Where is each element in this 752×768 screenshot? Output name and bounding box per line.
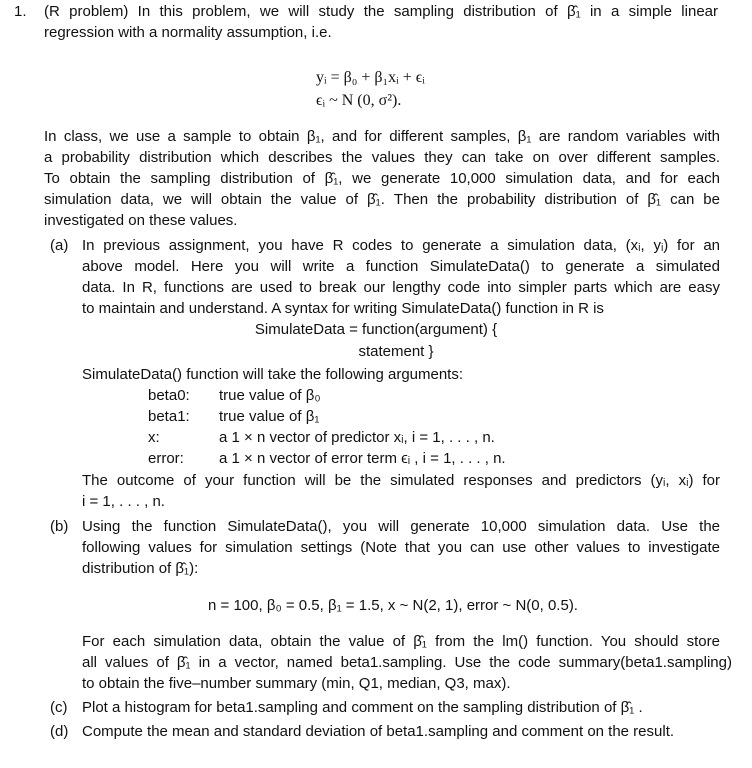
intro-line-4: simulation data, we will obtain the value of β̂₁. Then the probability distribution of β̂₁ can be: [44, 191, 720, 208]
problem-statement-line-1: (R problem) In this problem, we will study the sampling distribution of β̂₁ in a simple linear: [44, 3, 718, 20]
store-line-2: all values of β̂₁ in a vector, named beta1.sampling. Use the code summary(beta1.sampling): [82, 654, 732, 671]
store-line-3: to obtain the five–number summary (min, Q1, median, Q3, max).: [82, 675, 511, 692]
argument-description: true value of β₁: [219, 408, 320, 425]
part-c-label: (c): [50, 699, 68, 716]
part-a-line-2: above model. Here you will write a function SimulateData() to generate a simulated: [82, 258, 720, 275]
model-equation: yᵢ = β₀ + β₁xᵢ + ϵᵢ: [316, 69, 425, 86]
problem-number: 1.: [14, 3, 27, 20]
part-a-label: (a): [50, 237, 69, 254]
part-c-text: Plot a histogram for beta1.sampling and comment on the sampling distribution of β̂₁ .: [82, 699, 643, 716]
part-b-line-2: following values for simulation settings (Note that you can use other values to investigate: [82, 539, 720, 556]
function-syntax-line-2: statement }: [358, 343, 434, 360]
store-line-1: For each simulation data, obtain the value of β̂₁ from the lm() function. You should store: [82, 633, 720, 650]
error-distribution-equation: ϵᵢ ~ N (0, σ²).: [316, 92, 402, 109]
part-b-line-1: Using the function SimulateData(), you will generate 10,000 simulation data. Use the: [82, 518, 720, 535]
argument-name: x:: [148, 429, 160, 446]
intro-line-1: In class, we use a sample to obtain β₁, and for different samples, β₁ are random variables with: [44, 128, 720, 145]
part-a-line-3: data. In R, functions are used to break our lengthy code into simpler parts which are easy: [82, 279, 720, 296]
outcome-line-1: The outcome of your function will be the simulated responses and predictors (yᵢ, xᵢ) for: [82, 472, 720, 489]
argument-name: beta1:: [148, 408, 190, 425]
simulation-settings: n = 100, β₀ = 0.5, β₁ = 1.5, x ~ N(2, 1), error ~ N(0, 0.5).: [208, 597, 578, 614]
argument-description: a 1 × n vector of predictor xᵢ, i = 1, . . . , n.: [219, 429, 495, 446]
problem-statement-line-2: regression with a normality assumption, i.e.: [44, 24, 332, 41]
arguments-intro: SimulateData() function will take the following arguments:: [82, 366, 464, 383]
argument-description: true value of β₀: [219, 387, 321, 404]
part-a-line-4: to maintain and understand. A syntax for writing SimulateData() function in R is: [82, 300, 604, 317]
intro-line-3: To obtain the sampling distribution of β̂₁, we generate 10,000 simulation data, and for each: [44, 170, 720, 187]
argument-name: beta0:: [148, 387, 190, 404]
intro-line-5: investigated on these values.: [44, 212, 238, 229]
function-syntax-line-1: SimulateData = function(argument) {: [254, 321, 498, 338]
argument-name: error:: [148, 450, 184, 467]
part-b-line-3: distribution of β̂₁):: [82, 560, 199, 577]
part-d-label: (d): [50, 723, 69, 740]
outcome-line-2: i = 1, . . . , n.: [82, 493, 165, 510]
part-b-label: (b): [50, 518, 69, 535]
intro-line-2: a probability distribution which describes the values they can take on over different samples.: [44, 149, 720, 166]
argument-description: a 1 × n vector of error term ϵᵢ , i = 1, . . . , n.: [219, 450, 506, 467]
part-a-line-1: In previous assignment, you have R codes to generate a simulation data, (xᵢ, yᵢ) for an: [82, 237, 720, 254]
part-d-text: Compute the mean and standard deviation of beta1.sampling and comment on the result.: [82, 723, 675, 740]
